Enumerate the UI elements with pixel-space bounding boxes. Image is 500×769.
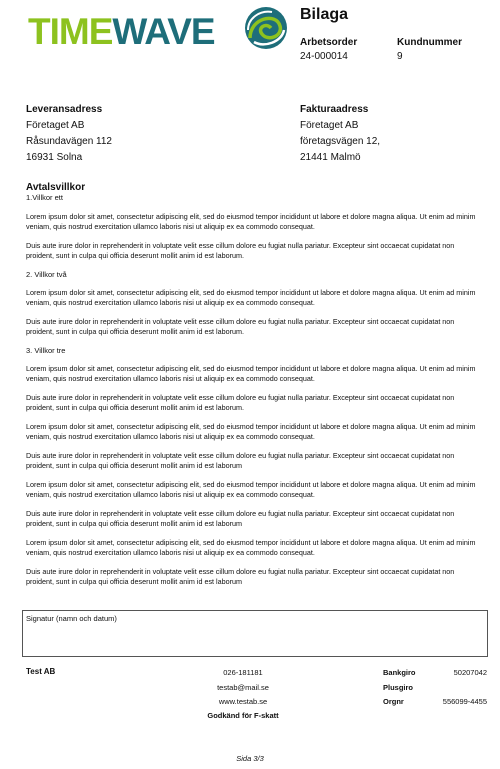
terms-paragraph: Lorem ipsum dolor sit amet, consectetur adipiscing elit, sed do eiusmod tempor incididunt ut labore et dolore magna aliqua. Ut enim ad minim veniam, quis nostrud exercitation ullamco laboris nisi ut aliquip ex ea commodo consequat. [26,480,476,499]
bankgiro-label: Bankgiro [383,668,416,677]
billing-address [300,104,380,166]
terms-paragraph: Duis aute irure dolor in reprehenderit in voluptate velit esse cillum dolore eu fugiat nulla pariatur. Excepteur sint occaecat cupidatat non proident, sunt in culpa qui officia deserunt mollit anim id est laborum [26,567,455,586]
terms-section-label: 3. Villkor tre [26,346,66,355]
order-label: Arbetsorder [300,37,358,48]
footer-email: testab@mail.se [217,683,269,692]
terms-paragraph: Lorem ipsum dolor sit amet, consectetur adipiscing elit, sed do eiusmod tempor incididunt ut labore et dolore magna aliqua. Ut enim ad minim veniam, quis nostrud exercitation ullamco laboris nisi ut aliquip ex ea commodo consequat. [26,364,476,383]
order-value: 24-000014 [300,51,348,62]
orgnr-value: 556099-4455 [442,697,487,706]
page-number: Sida 3/3 [236,754,264,763]
billing-line: Företaget AB [300,120,359,131]
terms-paragraph: Duis aute irure dolor in reprehenderit in voluptate velit esse cillum dolore eu fugiat nulla pariatur. Excepteur sint occaecat cupidatat non proident, sunt in culpa qui officia deserunt mollit anim id est laborum. [26,241,455,260]
signature-label: Signatur (namn och datum) [26,614,117,623]
logo-text-time: TIMEWAVE [28,11,215,52]
billing-heading: Fakturaadress [300,104,369,115]
terms-paragraph: Duis aute irure dolor in reprehenderit in voluptate velit esse cillum dolore eu fugiat nulla pariatur. Excepteur sint occaecat cupidatat non proident, sunt in culpa qui officia deserunt mollit anim id est laborum. [26,393,455,412]
terms-paragraph: Lorem ipsum dolor sit amet, consectetur adipiscing elit, sed do eiusmod tempor incididunt ut labore et dolore magna aliqua. Ut enim ad minim veniam, quis nostrud exercitation ullamco laboris nisi ut aliquip ex ea commodo consequat. [26,538,476,557]
timewave-logo-graphic [28,4,290,52]
terms-paragraph: Lorem ipsum dolor sit amet, consectetur adipiscing elit, sed do eiusmod tempor incididunt ut labore et dolore magna aliqua. Ut enim ad minim veniam, quis nostrud exercitation ullamco laboris nisi ut aliquip ex ea commodo consequat. [26,288,476,307]
terms-body [26,212,481,596]
delivery-line: Företaget AB [26,120,85,131]
billing-line: 21441 Malmö [300,152,361,163]
terms-section-label: 2. Villkor två [26,270,67,279]
footer-company: Test AB [26,667,56,676]
wave-swirl-icon [245,7,287,49]
terms-paragraph: Lorem ipsum dolor sit amet, consectetur adipiscing elit, sed do eiusmod tempor incididunt ut labore et dolore magna aliqua. Ut enim ad minim veniam, quis nostrud exercitation ullamco laboris nisi ut aliquip ex ea commodo consequat. [26,422,476,441]
signature-field[interactable] [22,610,488,657]
footer-web: www.testab.se [218,697,268,706]
delivery-address [26,104,112,166]
terms-section-label: 1.Villkor ett [26,193,63,202]
timewave-logo [28,4,290,52]
billing-line: företagsvägen 12, [300,136,381,147]
terms-heading: Avtalsvillkor [26,182,86,193]
footer-phone: 026-181181 [223,668,263,677]
delivery-heading: Leveransadress [26,104,103,115]
terms-paragraph: Duis aute irure dolor in reprehenderit in voluptate velit esse cillum dolore eu fugiat nulla pariatur. Excepteur sint occaecat cupidatat non proident, sunt in culpa qui officia deserunt mollit anim id est laborum. [26,317,455,336]
customer-value: 9 [397,51,403,62]
terms-paragraph: Lorem ipsum dolor sit amet, consectetur adipiscing elit, sed do eiusmod tempor incididunt ut labore et dolore magna aliqua. Ut enim ad minim veniam, quis nostrud exercitation ullamco laboris nisi ut aliquip ex ea commodo consequat. [26,212,476,231]
delivery-line: 16931 Solna [26,152,83,163]
customer-label: Kundnummer [397,37,462,48]
terms-paragraph: Duis aute irure dolor in reprehenderit in voluptate velit esse cillum dolore eu fugiat nulla pariatur. Excepteur sint occaecat cupidatat non proident, sunt in culpa qui officia deserunt mollit anim id est laborum [26,509,455,528]
plusgiro-label: Plusgiro [383,683,414,692]
delivery-line: Råsundavägen 112 [26,136,112,147]
terms-paragraph: Duis aute irure dolor in reprehenderit in voluptate velit esse cillum dolore eu fugiat nulla pariatur. Excepteur sint occaecat cupidatat non proident, sunt in culpa qui officia deserunt mollit anim id est laborum [26,451,455,470]
footer-tax: Godkänd för F-skatt [207,711,279,720]
document-title: Bilaga [300,6,349,23]
bankgiro-value: 50207042 [453,668,487,677]
orgnr-label: Orgnr [383,697,404,706]
